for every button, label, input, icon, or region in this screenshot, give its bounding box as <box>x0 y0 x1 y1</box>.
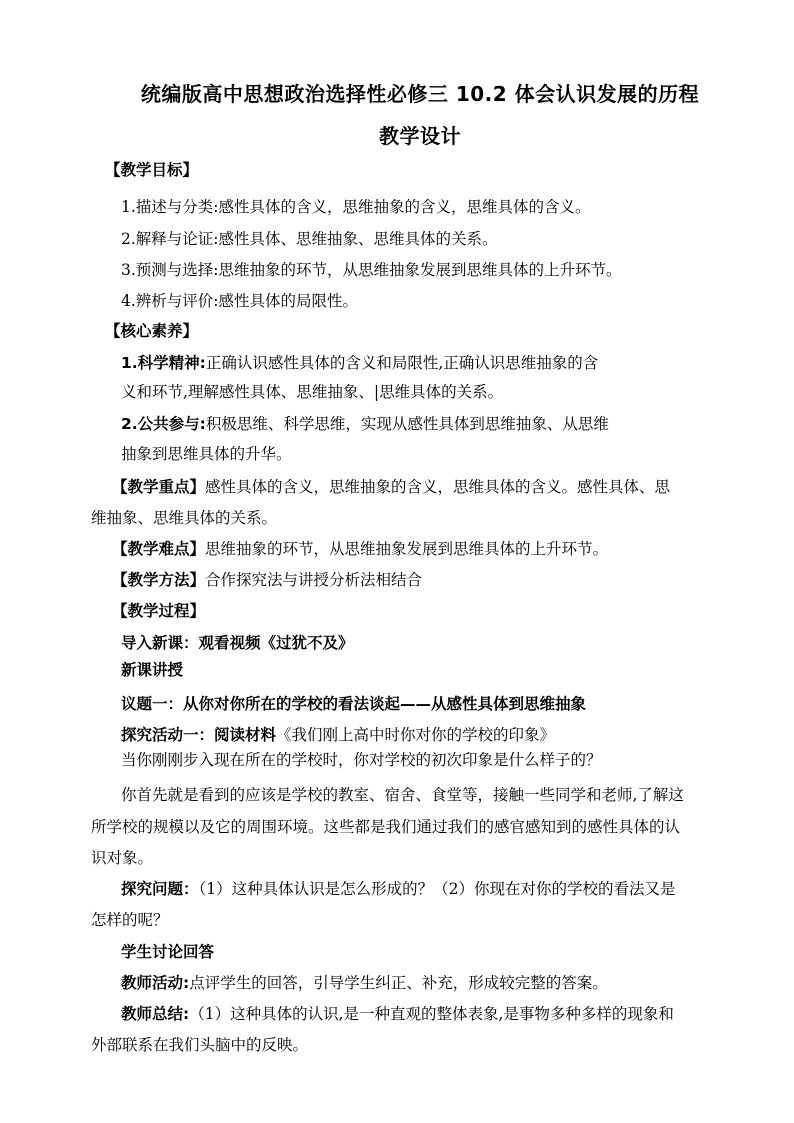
question-text: （1）这种具体认识是怎么形成的？（2）你现在对你的学校的看法又是 <box>198 880 676 898</box>
objectives-heading: 【教学目标】 <box>105 161 199 179</box>
new-lesson-heading: 新课讲授 <box>121 661 184 679</box>
core-item-2-label: 2.公共参与: <box>121 415 206 433</box>
difficulties-text: 思维抽象的环节，从思维抽象发展到思维具体的上升环节。 <box>205 540 609 558</box>
objective-item-4: 4.辨析与评价:感性具体的局限性。 <box>121 292 359 310</box>
core-item-2-text: 积极思维、科学思维，实现从感性具体到思维抽象、从思维 <box>205 415 609 433</box>
document-subtitle: 教学设计 <box>379 124 461 148</box>
key-points-cont: 维抽象、思维具体的关系。 <box>91 509 278 527</box>
activity-1-label: 探究活动一：阅读材料 <box>121 726 277 744</box>
core-heading: 【核心素养】 <box>105 322 199 340</box>
paragraph-1: 当你刚刚步入现在所在的学校时，你对学校的初次印象是什么样子的？ <box>121 751 602 769</box>
document-title: 统编版高中思想政治选择性必修三 10.2 体会认识发展的历程 <box>140 82 700 106</box>
question-cont: 怎样的呢？ <box>91 911 169 929</box>
objective-item-2: 2.解释与论证:感性具体、思维抽象、思维具体的关系。 <box>121 230 498 248</box>
key-points <box>112 477 727 497</box>
objective-item-3: 3.预测与选择:思维抽象的环节，从思维抽象发展到思维具体的上升环节。 <box>121 261 622 279</box>
teacher-summary-label: 教师总结: <box>121 1005 190 1023</box>
methods-label: 【教学方法】 <box>112 571 206 589</box>
core-item-2-cont: 抽象到思维具体的升华。 <box>121 445 292 463</box>
teacher-activity <box>121 973 736 993</box>
activity-1 <box>121 725 736 745</box>
activity-1-text: 《我们刚上高中时你对你的学校的印象》 <box>276 726 556 744</box>
teacher-summary-text: （1）这种具体的认识,是一种直观的整体表象,是事物多种多样的现象和 <box>189 1005 674 1023</box>
process-heading: 【教学过程】 <box>112 602 206 620</box>
core-item-2 <box>121 414 736 434</box>
core-item-1 <box>121 353 736 373</box>
paragraph-2-line-3: 识对象。 <box>91 849 154 867</box>
teacher-activity-text: 点评学生的回答，引导学生纠正、补充，形成较完整的答案。 <box>189 974 608 992</box>
discussion-line: 学生讨论回答 <box>121 943 215 961</box>
core-item-1-text: 正确认识感性具体的含义和局限性,正确认识思维抽象的含 <box>205 354 599 372</box>
core-item-1-label: 1.科学精神: <box>121 354 206 372</box>
methods <box>112 570 727 590</box>
key-points-label: 【教学重点】 <box>112 478 206 496</box>
teacher-summary <box>121 1004 736 1024</box>
methods-text: 合作探究法与讲授分析法相结合 <box>205 571 423 589</box>
core-item-1-cont: 义和环节,理解感性具体、思维抽象、|思维具体的关系。 <box>121 383 504 401</box>
topic-1-heading: 议题一：从你对你所在的学校的看法谈起——从感性具体到思维抽象 <box>121 695 587 713</box>
intro-line: 导入新课：观看视频《过犹不及》 <box>121 634 354 652</box>
teacher-summary-cont: 外部联系在我们头脑中的反映。 <box>91 1036 309 1054</box>
difficulties <box>112 539 727 559</box>
teacher-activity-label: 教师活动: <box>121 974 190 992</box>
question-label: 探究问题： <box>121 880 199 898</box>
difficulties-label: 【教学难点】 <box>112 540 206 558</box>
key-points-text: 感性具体的含义，思维抽象的含义，思维具体的含义。感性具体、思 <box>205 478 671 496</box>
objective-item-1: 1.描述与分类:感性具体的含义，思维抽象的含义，思维具体的含义。 <box>121 198 591 216</box>
paragraph-2-line-2: 所学校的规模以及它的周围环境。这些都是我们通过我们的感官感知到的感性具体的认 <box>91 818 681 836</box>
question <box>121 879 736 899</box>
paragraph-2-line-1: 你首先就是看到的应该是学校的教室、宿舍、食堂等，接触一些同学和老师,了解这 <box>121 786 684 804</box>
